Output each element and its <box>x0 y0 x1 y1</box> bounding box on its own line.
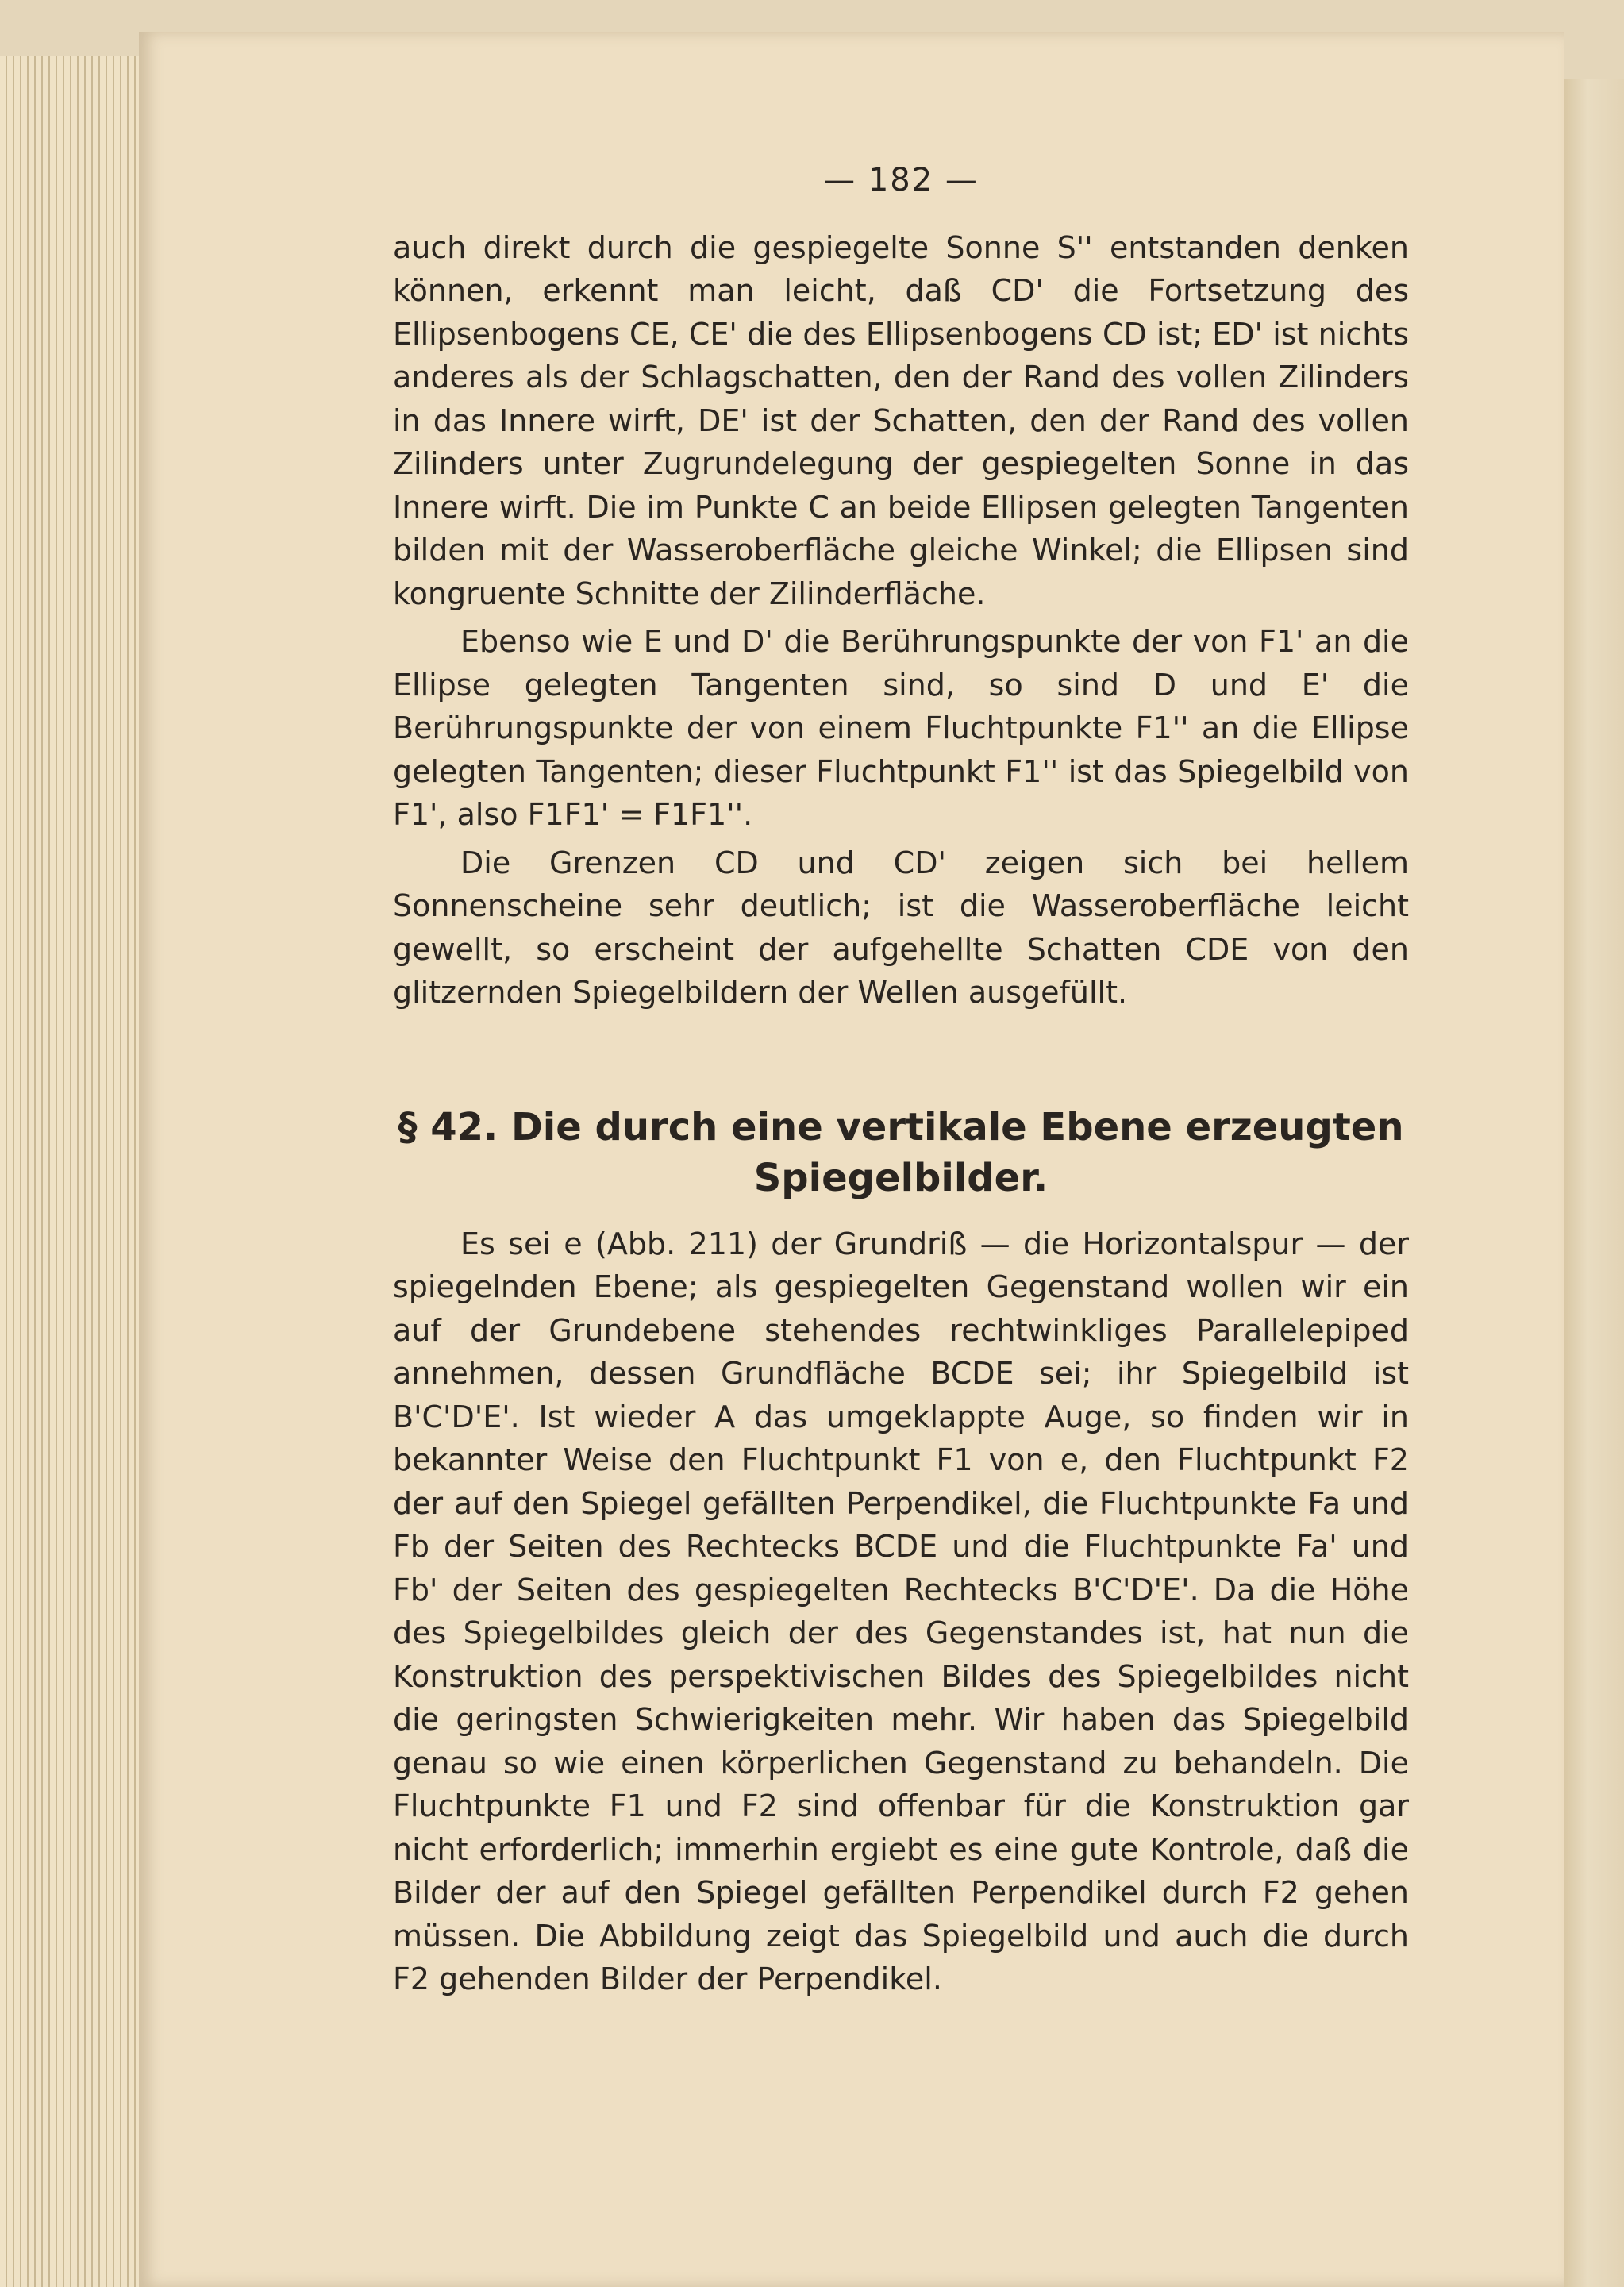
page-edges <box>0 56 143 2287</box>
paragraph-2: Ebenso wie E und D' die Berührungspunkte der von F1' an die Ellipse gelegten Tangenten sind, so sind D und E' die Berührungspunkte der von einem Fluchtpunkte F1'' an die Ellipse gelegten Tangenten; dieser Fluchtpunkt F1'' ist das Spiegelbild von F1', also F1F1' = F1F1''. <box>393 624 1409 832</box>
section-paragraph: Es sei e (Abb. 211) der Grundriß — die Horizontalspur — der spiegelnden Ebene; als gespiegelten Gegenstand wollen wir ein auf der Grundebene stehendes rechtwinkliges Parallelepiped annehmen, dessen Grundfläche BCDE sei; ihr Spiegelbild ist B'C'D'E'. Ist wieder A das umgeklappte Auge, so finden wir in bekannter Weise den Fluchtpunkt F1 von e, den Fluchtpunkt F2 der auf den Spiegel gefällten Perpendikel, die Fluchtpunkte Fa und Fb der Seiten des Rechtecks BCDE und die Fluchtpunkte Fa' und Fb' der Seiten des gespiegelten Rechtecks B'C'D'E'. Da die Höhe des Spiegelbildes gleich der des Gegenstandes ist, hat nun die Konstruktion des perspektivischen Bildes des Spiegelbildes nicht die geringsten Schwierigkeiten mehr. Wir haben das Spiegelbild genau so wie einen körperlichen Gegenstand zu behandeln. Die Fluchtpunkte F1 und F2 sind offenbar für die Konstruktion gar nicht erforderlich; immerhin ergiebt es eine gute Kontrole, daß die Bilder der auf den Spiegel gefällten Perpendikel durch F2 gehen müssen. Die Abbildung zeigt das Spiegelbild und auch die durch F2 gehenden Bilder der Perpendikel. <box>393 1226 1409 1996</box>
facing-page-edge <box>1564 79 1624 2287</box>
paragraph-3: Die Grenzen CD und CD' zeigen sich bei hellem Sonnenscheine sehr deutlich; ist die Wasseroberfläche leicht gewellt, so erscheint der aufgehellte Schatten CDE von den glitzernden Spiegelbildern der Wellen ausgefüllt. <box>393 845 1409 1010</box>
page-content <box>393 159 1409 2006</box>
paragraph-1: auch direkt durch die gespiegelte Sonne S'' entstanden denken können, erkennt man leicht, daß CD' die Fortsetzung des Ellipsenbogens CE, CE' die des Ellipsenbogens CD ist; ED' ist nichts anderes als der Schlagschatten, den der Rand des vollen Zilinders in das Innere wirft, DE' ist der Schatten, den der Rand des vollen Zilinders unter Zugrundelegung der gespiegelten Sonne in das Innere wirft. Die im Punkte C an beide Ellipsen gelegten Tangenten bilden mit der Wasseroberfläche gleiche Winkel; die Ellipsen sind kongruente Schnitte der Zilinderfläche. <box>393 229 1409 611</box>
section-heading-line-1: § 42. Die durch eine vertikale Ebene erzeugten <box>398 1104 1404 1149</box>
section-heading <box>393 1102 1409 1203</box>
section-heading-line-2: Spiegelbilder. <box>753 1155 1049 1200</box>
page-number: — 182 — <box>823 162 979 198</box>
